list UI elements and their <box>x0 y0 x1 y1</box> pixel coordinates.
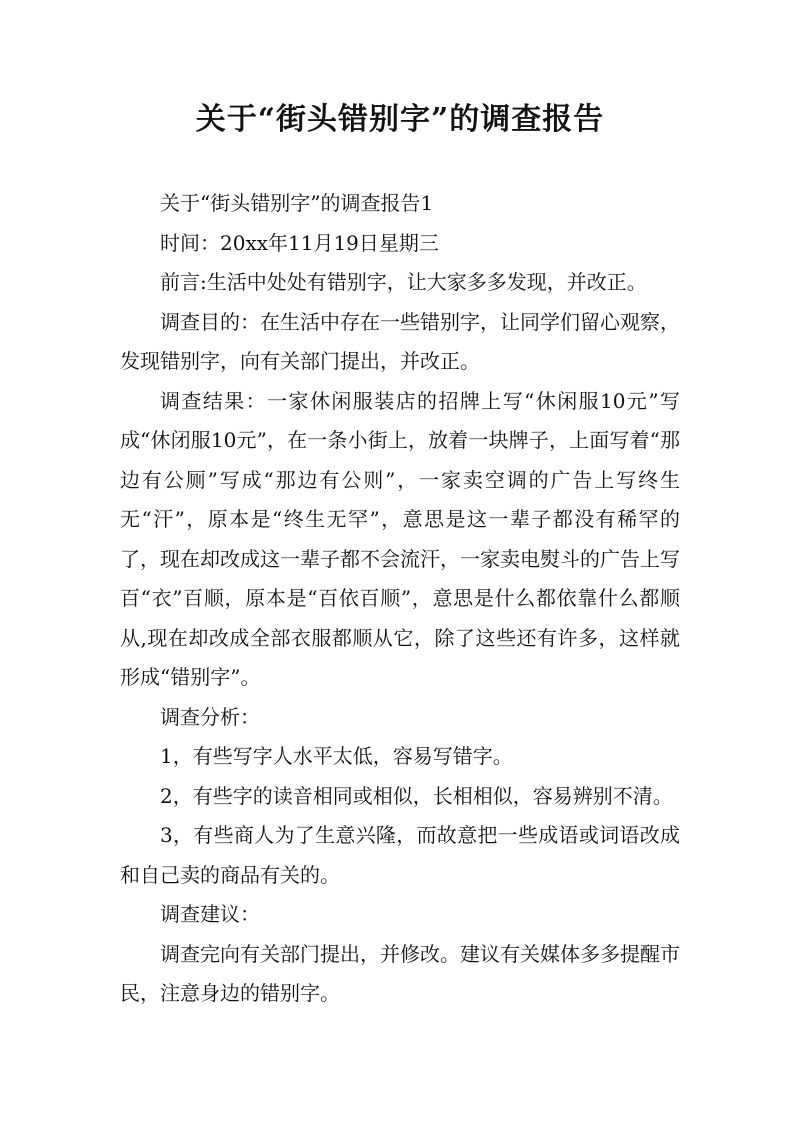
suggestion-heading: 调查建议： <box>160 902 260 926</box>
report-preface: 前言:生活中处处有错别字，让大家多多发现，并改正。 <box>160 270 647 294</box>
analysis-item-3: 3，有些商人为了生意兴隆，而故意把一些成语或词语改成和自己卖的商品有关的。 <box>120 823 680 887</box>
report-time: 时间：20xx年11月19日星期三 <box>160 230 439 255</box>
analysis-item-1: 1，有些写字人水平太低，容易写错字。 <box>160 744 513 768</box>
suggestion-text: 调查完向有关部门提出，并修改。建议有关媒体多多提醒市民，注意身边的错别字。 <box>120 941 680 1005</box>
analysis-item-2: 2，有些字的读音相同或相似，长相相似，容易辨别不清。 <box>160 783 673 808</box>
report-results: 调查结果：一家休闲服装店的招牌上写“休闲服10元”写成“休闭服10元”，在一条小街上，放着一块牌子，上面写着“那边有公厕”写成“那边有公则”，一家卖空调的广告上写终生无“汗”，原本是“终生无罕”，意思是这一辈子都没有稀罕的了，现在却改成这一辈子都不会流汗，一家卖电熨斗的广告上写百“衣”百顺，原本是“百依百顺”，意思是什么都依靠什么都顺从,现在却改成全部衣服都顺从它，除了这些还有许多，这样就形成“错别字”。 <box>120 388 680 689</box>
report-purpose: 调查目的：在生活中存在一些错别字，让同学们留心观察，发现错别字，向有关部门提出，并改正。 <box>120 309 680 373</box>
document-title: 关于“街头错别字”的调查报告 <box>195 102 605 137</box>
document-body <box>120 184 680 1014</box>
report-subtitle: 关于“街头错别字”的调查报告1 <box>160 191 434 215</box>
analysis-heading: 调查分析： <box>160 704 260 729</box>
